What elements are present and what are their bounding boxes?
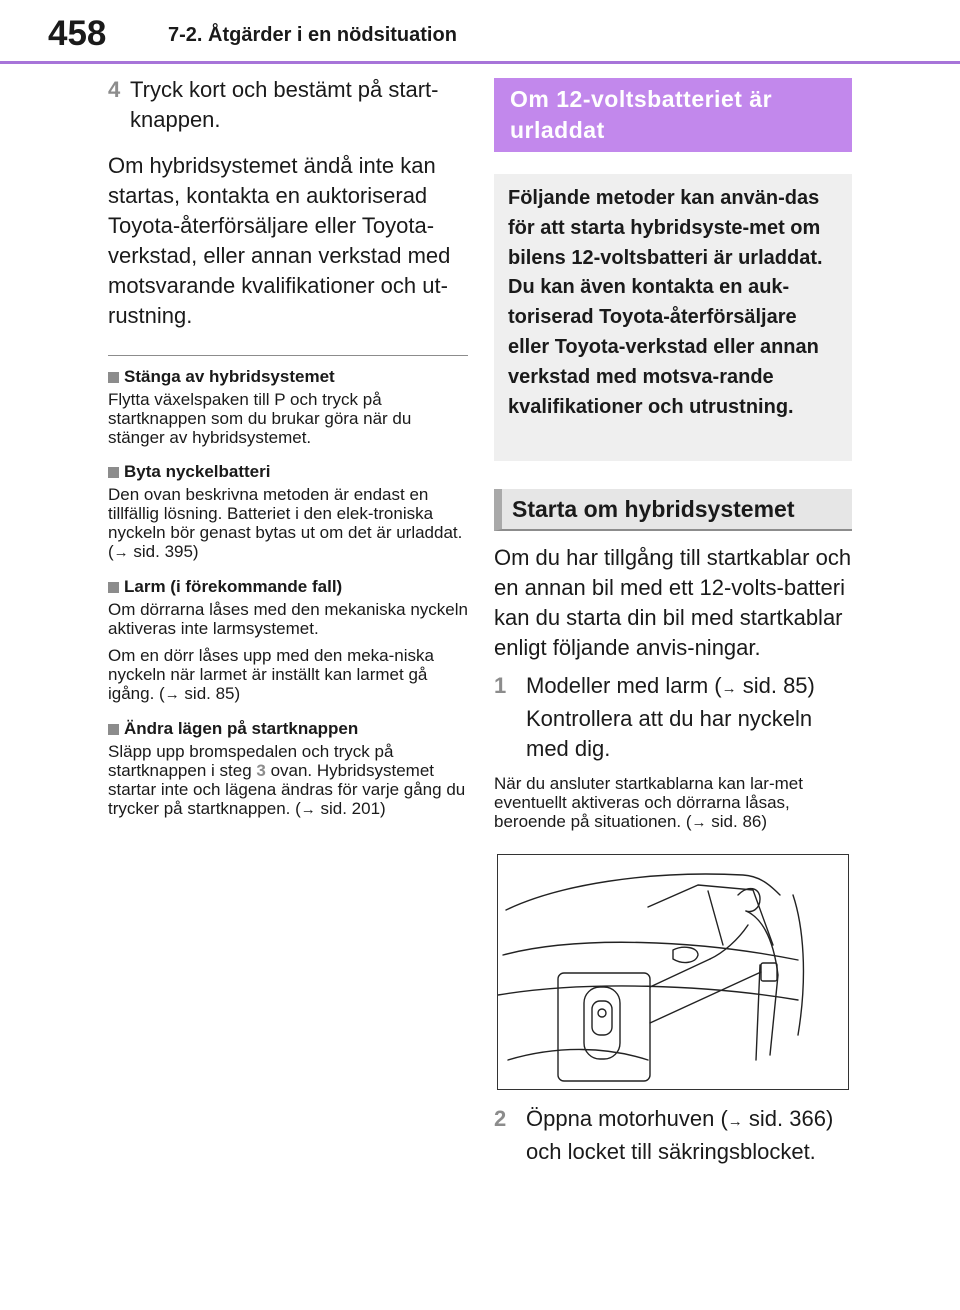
illustration-car-key (497, 854, 849, 1090)
step-text (526, 671, 852, 764)
subsection-body: Om dörrarna låses med den mekaniska nyckeln aktiveras inte larmsystemet. (108, 600, 468, 638)
step-4 (108, 75, 468, 135)
step-text-part: Kontrollera att du har nyckeln med dig. (526, 706, 813, 761)
page-reference: sid. 85) (736, 673, 815, 698)
page-header (0, 0, 960, 66)
square-bullet-icon (108, 582, 119, 593)
toyota-emblem (598, 1009, 606, 1017)
step-2 (494, 1104, 852, 1167)
car-rear (793, 895, 803, 1035)
note-body: När du ansluter startkablarna kan lar-met eventuellt aktiveras och dörrarna låsas, beroende på situationen. ( (494, 774, 803, 831)
step-text-part: och locket till säkringsblocket. (526, 1139, 816, 1164)
step-text: Tryck kort och bestämt på start-knappen. (130, 77, 439, 132)
square-bullet-icon (108, 724, 119, 735)
smart-key-body (584, 987, 620, 1059)
subsection-heading (108, 576, 468, 598)
section-band-battery: Om 12-voltsbatteriet är urladdat (494, 78, 852, 152)
step-text-part: Modeller med larm ( (526, 673, 722, 698)
subsection-body: Flytta växelspaken till P och tryck på startknappen som du brukar göra när du stänger av hybridsystemet. (108, 390, 412, 447)
divider (108, 355, 468, 356)
step-number: 4 (108, 77, 121, 102)
smart-key-button (592, 1001, 612, 1035)
arrow-icon: → (727, 1113, 743, 1130)
key-in-hand (761, 963, 777, 981)
subsection-title: Larm (i förekommande fall) (124, 577, 343, 596)
step-number: 1 (494, 673, 507, 698)
body-text: Den ovan beskrivna metoden är endast en tillfällig lösning. Batteriet i den elek-troniska nyckeln bör genast bytas ut om det är urladdat. ( (108, 485, 463, 561)
arrow-icon: → (691, 814, 707, 831)
key-callout-frame (558, 973, 650, 1081)
car-beltline (503, 942, 798, 960)
info-box: Följande metoder kan använ-das för att starta hybridsyste-met om bilens 12-voltsbatteri är urladdat. Du kan även kontakta en auk-toriserad Toyota-återförsäljare eller Toyota-verkstad eller annan verkstad med motsva-rande kvalifikationer och utrustning. (494, 174, 852, 461)
page-reference: sid. 85) (179, 684, 241, 703)
restart-intro: Om du har tillgång till startkablar och en annan bil med ett 12-volts-batteri kan du starta din bil med startkablar enligt följande anvis-ningar. (494, 545, 852, 660)
step-number: 2 (494, 1106, 507, 1131)
body-text: ovan. Hybridsystemet startar inte och lägena ändras för varje gång du trycker på startknappen. ( (108, 761, 466, 818)
page-reference: sid. 395) (128, 542, 199, 561)
page-reference: sid. 201) (315, 799, 386, 818)
callout-pointer (650, 959, 761, 1023)
arrow-icon: → (721, 680, 737, 697)
section-band-restart: Starta om hybridsystemet (494, 489, 852, 531)
step-reference: 3 (256, 761, 266, 780)
subsection-body (108, 742, 468, 819)
step-text-part: Öppna motorhuven ( (526, 1106, 728, 1131)
subsection-heading (108, 461, 468, 483)
section-title: 7-2. Åtgärder i en nödsituation (168, 24, 457, 46)
person-body (746, 911, 778, 1060)
arrow-icon: → (113, 544, 129, 561)
subsection-title: Byta nyckelbatteri (124, 462, 271, 481)
side-mirror (673, 947, 698, 962)
subsection-heading (108, 718, 468, 740)
page-reference: sid. 86) (706, 812, 768, 831)
car-window-frame (648, 885, 773, 945)
page-reference: sid. 366) (742, 1106, 834, 1131)
step-text (526, 1104, 852, 1167)
car-roof-line (506, 874, 780, 910)
body-text: Om en dörr låses upp med den meka-niska nyckeln när larmet är inställt kan larmet gå igång. ( (108, 646, 434, 703)
left-column (108, 75, 468, 819)
car-side-line (498, 986, 798, 1000)
right-column (494, 78, 852, 1167)
step-1 (494, 671, 852, 764)
square-bullet-icon (108, 467, 119, 478)
subsection-body (108, 485, 468, 562)
note-text (494, 774, 852, 832)
header-rule (0, 61, 960, 64)
subsection-body (108, 646, 468, 704)
arrow-icon: → (164, 686, 180, 703)
subsection-title: Ändra lägen på startknappen (124, 719, 359, 738)
subsection-heading (108, 366, 468, 388)
arrow-icon: → (300, 801, 316, 818)
car-illustration (498, 855, 847, 1088)
body-text: Släpp upp bromspedalen och tryck på startknappen i steg (108, 742, 394, 780)
subsection-title: Stänga av hybridsystemet (124, 367, 335, 386)
square-bullet-icon (108, 372, 119, 383)
car-pillar (708, 891, 723, 945)
page-number: 458 (48, 14, 107, 53)
person-arm (710, 925, 748, 959)
intro-paragraph: Om hybridsystemet ändå inte kan startas, kontakta en auktoriserad Toyota-återförsäljare eller Toyota-verkstad, eller annan verkstad med motsvarande kvalifikationer och ut-rustning. (108, 153, 451, 328)
car-wheel-arch (508, 1049, 648, 1060)
